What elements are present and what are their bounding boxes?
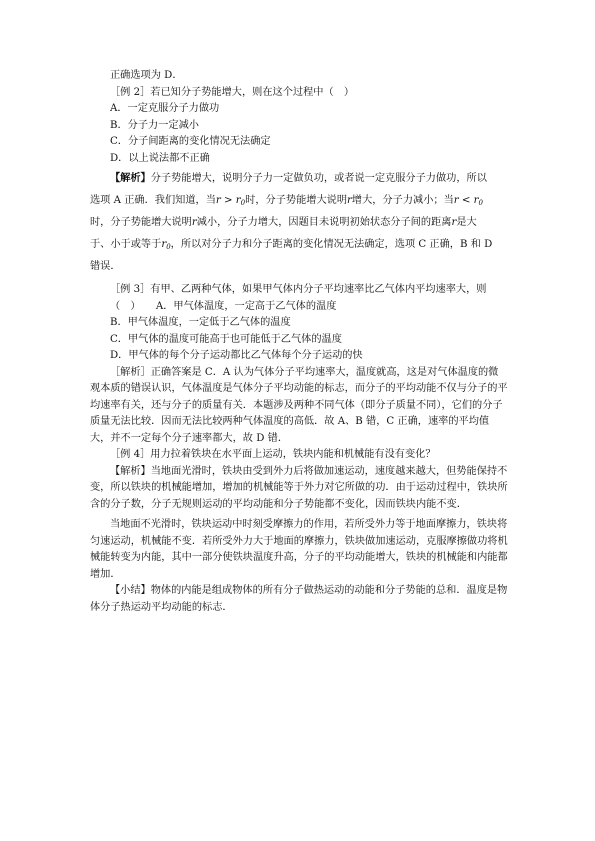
example-3-option-c: C．甲气体的温度可能高于也可能低于乙气体的温度	[110, 333, 342, 345]
math-r0: $r_0$	[235, 195, 246, 207]
example-2-option-c: C．分子间距离的变化情况无法确定	[110, 136, 271, 147]
example-3-question-option-a: （ ） A．甲气体温度，一定高于乙气体的温度	[110, 300, 337, 312]
summary: 【小结】物体的内能是组成物体的所有分子做热运动的动能和分子势能的总和．温度是物体分子热运动平均动能的标志．	[90, 585, 508, 613]
example-2-analysis	[90, 167, 508, 278]
example-2-analysis-line-2: 选项 A 正确．我们知道，当$r > r_0$时，分子势能增大说明r增大，分子力减小；当$r < r_0$	[90, 195, 483, 207]
example-2-analysis-line-1: 【解析】分子势能增大，说明分子力一定做负功，或者说一定克服分子力做功，所以	[110, 172, 487, 184]
example-2-option-d: D．以上说法都不正确	[110, 152, 210, 164]
example-2-analysis-line-5: 错误．	[90, 261, 121, 272]
math-gt: >	[220, 195, 236, 206]
example-2-analysis-line-4: 于、小于或等于$r_0$，所以对分子力和分子距离的变化情况无法确定，选项 C 正确，B 和 D	[90, 239, 493, 251]
example-3-option-d: D．甲气体的每个分子运动都比乙气体每个分子运动的快	[110, 350, 363, 361]
example-2-analysis-line-3: 时，分子势能增大说明r减小，分子力增大，因题目未说明初始状态分子间的距离r是大	[90, 217, 477, 228]
example-4-question: ［例 4］用力拉着铁块在水平面上运动，铁块内能和机械能有没有变化？	[110, 449, 436, 460]
example-4-analysis-2: 当地面不光滑时，铁块运动中时刻受摩擦力的作用，若所受外力等于地面摩擦力，铁块将匀速运动，机械能不变．若所受外力大于地面的摩擦力，铁块做加速运动，克服摩擦做功将机械能转变为内能，其中一部分使铁块温度升高，分子的平均动能增大，铁块的机械能和内能都增加．	[90, 519, 508, 580]
math-r: r	[215, 195, 221, 206]
example-2-option-b: B．分子力一定减小	[110, 119, 199, 131]
analysis-tag: 【解析】	[110, 172, 151, 184]
example-3-option-b: B．甲气体温度，一定低于乙气体的温度	[110, 317, 291, 328]
example-3-question: ［例 3］有甲、乙两种气体，如果甲气体内分子平均速率比乙气体内平均速率大，则	[110, 284, 487, 295]
example-4-analysis-1: 【解析】当地面光滑时，铁块由受到外力后将做加速运动，速度越来越大，但势能保持不变，所以铁块的机械能增加，增加的机械能等于外力对它所做的功．由于运动过程中，铁块所含的分子数，分子无规则运动的平均动能和分子势能都不变化，因而铁块内能不变．	[90, 465, 508, 510]
math-lt: <	[458, 195, 474, 206]
example-2-question: ［例 2］若已知分子势能增大，则在这个过程中（ ）	[110, 86, 355, 98]
example-2-option-a: A．一定克服分子力做功	[110, 103, 220, 114]
document-page	[90, 68, 508, 616]
example-3-analysis: ［解析］正确答案是 C．A 认为气体分子平均速率大，温度就高，这是对气体温度的微观本质的错误认识，气体温度是气体分子平均动能的标志，而分子的平均动能不仅与分子的平均速率有关，还与分子的质量有关．本题涉及两种不同气体（即分子质量不同），它们的分子质量无法比较．因而无法比较两种气体温度的高低．故 A、B 错，C 正确，速率的平均值大，并不一定每个分子速率都大，故 D 错．	[90, 366, 508, 444]
answer-line: 正确选项为 D．	[110, 70, 183, 81]
